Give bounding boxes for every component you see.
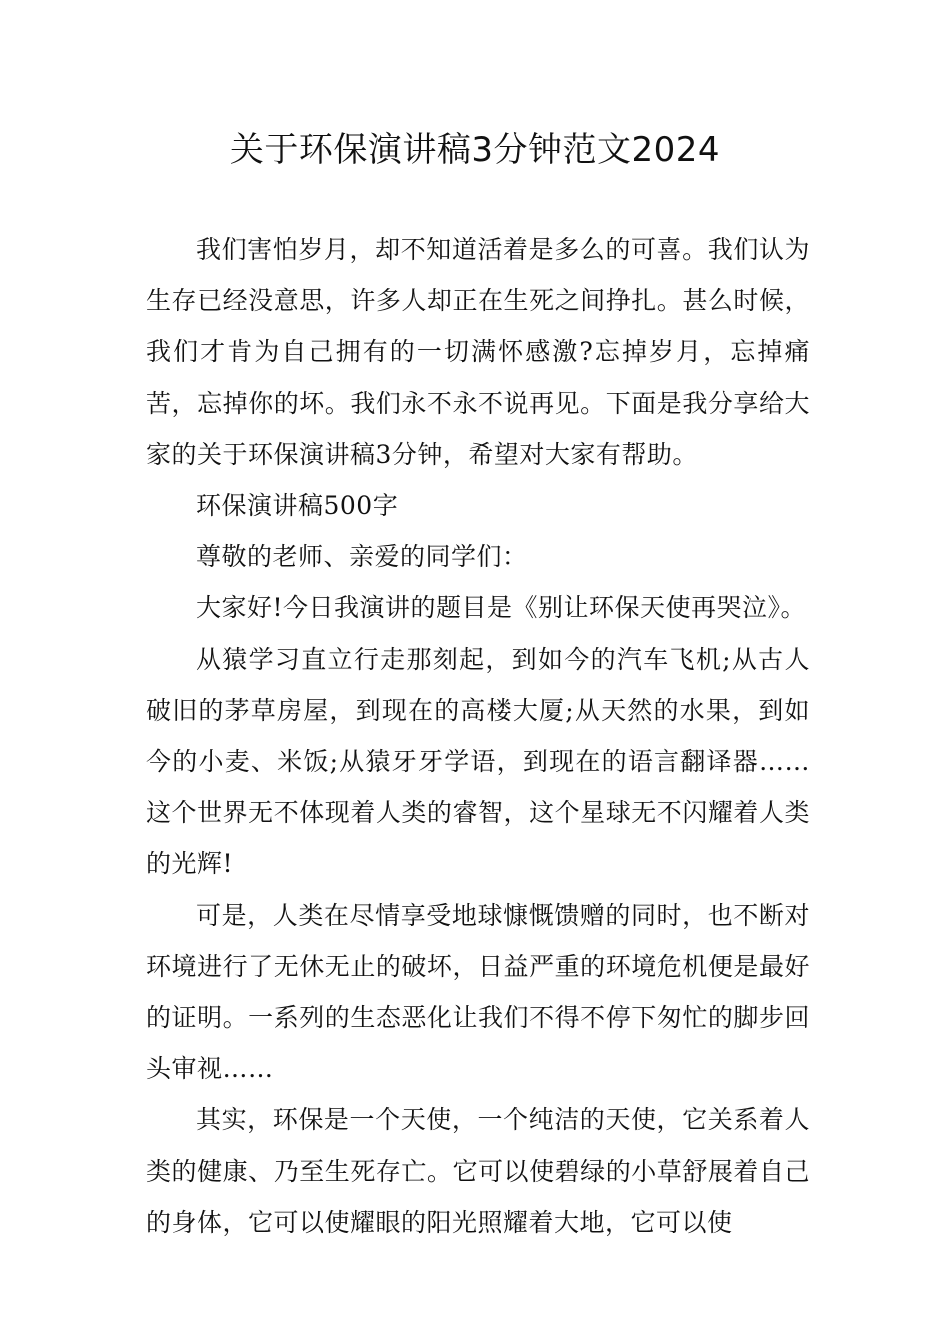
- paragraph-intro: 我们害怕岁月，却不知道活着是多么的可喜。我们认为生存已经没意思，许多人却正在生死之间挣扎。甚么时候，我们才肯为自己拥有的一切满怀感激?忘掉岁月，忘掉痛苦，忘掉你的坏。我们永不永不说再见。下面是我分享给大家的关于环保演讲稿3分钟，希望对大家有帮助。: [146, 235, 810, 469]
- paragraph-body-2: 可是，人类在尽情享受地球慷慨馈赠的同时，也不断对环境进行了无休无止的破坏，日益严重的环境危机便是最好的证明。一系列的生态恶化让我们不得不停下匆忙的脚步回头审视……: [146, 900, 810, 1084]
- document-body: [146, 224, 810, 1248]
- document-title: 关于环保演讲稿3分钟范文2024: [229, 130, 721, 170]
- paragraph-subtitle: 环保演讲稿500字: [196, 491, 399, 521]
- paragraph-greeting: 大家好!今日我演讲的题目是《别让环保天使再哭泣》。: [196, 593, 807, 623]
- paragraph-salutation: 尊敬的老师、亲爱的同学们：: [196, 542, 528, 572]
- paragraph-body-3: 其实，环保是一个天使，一个纯洁的天使，它关系着人类的健康、乃至生死存亡。它可以使碧绿的小草舒展着自己的身体，它可以使耀眼的阳光照耀着大地，它可以使: [146, 1105, 810, 1237]
- paragraph-body-1: 从猿学习直立行走那刻起，到如今的汽车飞机;从古人破旧的茅草房屋，到现在的高楼大厦;从天然的水果，到如今的小麦、米饭;从猿牙牙学语，到现在的语言翻译器……这个世界无不体现着人类的睿智，这个星球无不闪耀着人类的光辉!: [146, 644, 810, 879]
